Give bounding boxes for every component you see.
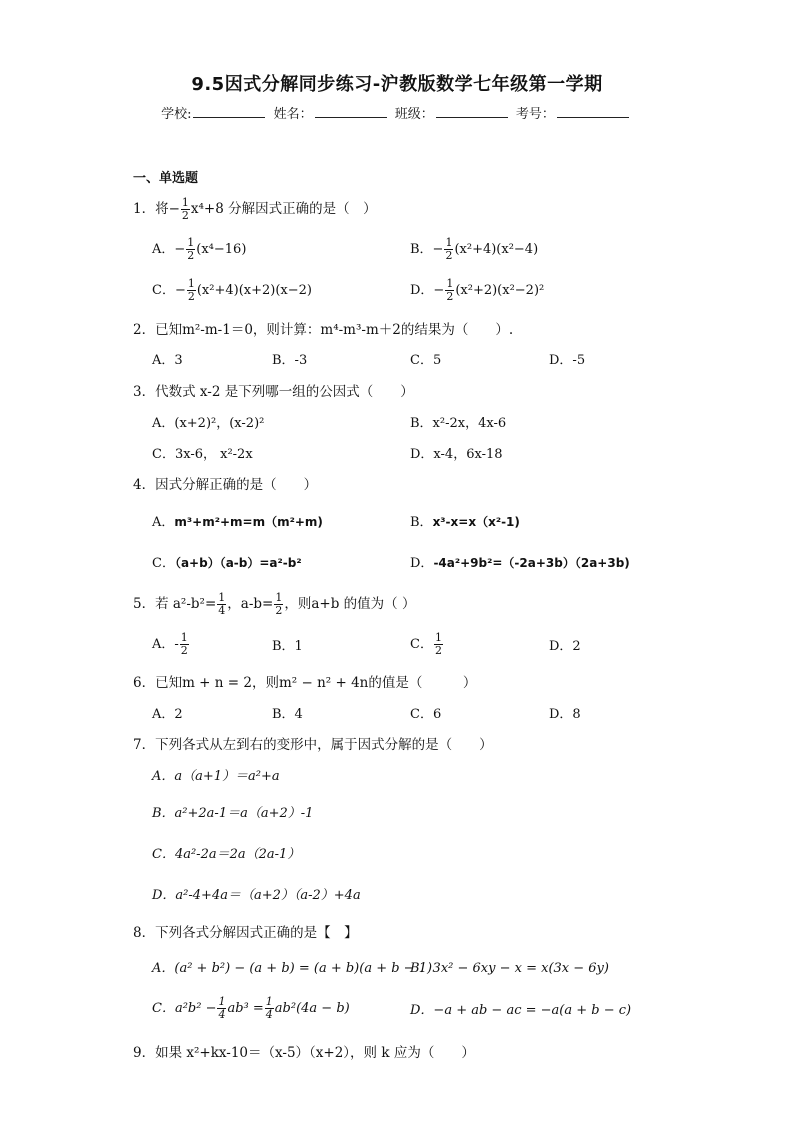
q4-b-text: x³-x=x（x²-1) — [432, 515, 520, 529]
q5-a-frac-den: 2 — [180, 644, 188, 657]
q1-c-frac-num: 1 — [187, 277, 195, 290]
q6-option-b[interactable]: B．4 — [272, 707, 303, 722]
q1-a-pre: A．− — [152, 242, 186, 257]
q5-stem-c: ，则a+b 的值为（ ） — [284, 596, 416, 612]
q6-option-d[interactable]: D．8 — [549, 707, 581, 722]
q1-option-d[interactable] — [410, 278, 544, 303]
q8-option-c[interactable] — [152, 996, 350, 1021]
q4-a-text: m³+m²+m=m（m²+m) — [174, 515, 323, 529]
q2-option-b[interactable]: B．-3 — [272, 353, 308, 368]
q1-d-post: (x²+2)(x²−2)² — [455, 283, 545, 298]
q3-option-a[interactable]: A．(x+2)²，(x-2)² — [152, 416, 265, 431]
q8-c-frac-1 — [217, 996, 226, 1021]
q1-a-frac-den: 2 — [187, 249, 195, 262]
q3-option-c[interactable]: C．3x-6， x²-2x — [152, 447, 253, 462]
q1-a-frac-num: 1 — [187, 236, 195, 249]
q5-c-frac-den: 2 — [434, 644, 442, 657]
school-blank[interactable] — [193, 105, 265, 118]
id-label: 考号： — [515, 107, 555, 122]
student-info-line — [0, 103, 794, 122]
q8-c-frac-1-den: 4 — [218, 1008, 226, 1021]
q5-frac-1-den: 4 — [218, 604, 226, 617]
question-2-stem: 2．已知m²-m-1＝0，则计算：m⁴-m³-m＋2的结果为（ ）. — [133, 322, 514, 338]
q1-c-frac — [187, 278, 196, 303]
q2-option-d[interactable]: D．-5 — [549, 353, 586, 368]
q1-frac-den: 2 — [181, 209, 189, 222]
q8-c-frac-1-num: 1 — [218, 995, 226, 1008]
id-blank[interactable] — [557, 105, 629, 118]
q1-c-pre: C．− — [152, 283, 186, 298]
q5-a-frac-num: 1 — [180, 631, 188, 644]
q8-c-post: ab²(4a − b) — [274, 1001, 350, 1016]
q8-c-frac-2-num: 1 — [265, 995, 273, 1008]
name-label: 姓名： — [273, 107, 313, 122]
q4-c-text: （a+b）（a-b）=a²-b² — [174, 556, 302, 570]
q8-c-mid: ab³ = — [227, 1001, 264, 1016]
q5-c-frac — [434, 632, 443, 657]
q1-a-post: (x⁴−16) — [196, 242, 247, 257]
q5-stem-a: 5．若 a²-b²= — [133, 596, 217, 612]
question-3-stem: 3．代数式 x-2 是下列哪一组的公因式（ ） — [133, 384, 414, 400]
q1-c-frac-den: 2 — [187, 290, 195, 303]
q1-a-frac — [186, 237, 195, 262]
q5-frac-2-num: 1 — [275, 591, 283, 604]
q6-option-a[interactable]: A．2 — [152, 707, 183, 722]
q5-stem-b: ，a-b= — [227, 596, 274, 612]
q6-option-c[interactable]: C．6 — [410, 707, 442, 722]
q1-stem-a: 1．将− — [133, 201, 180, 217]
q4-a-label: A． — [152, 515, 175, 530]
q5-c-frac-num: 1 — [434, 631, 442, 644]
q7-option-d[interactable]: D．a²-4+4a＝（a+2）（a-2）+4a — [152, 888, 361, 903]
q5-frac-1 — [217, 592, 226, 617]
q8-option-d[interactable]: D．−a + ab − ac = −a(a + b − c) — [410, 1003, 632, 1018]
q4-option-c[interactable] — [152, 552, 302, 571]
q5-option-b[interactable]: B．1 — [272, 639, 303, 654]
class-blank[interactable] — [436, 105, 508, 118]
question-7-stem: 7．下列各式从左到右的变形中，属于因式分解的是（ ） — [133, 737, 493, 753]
q1-d-frac — [445, 278, 454, 303]
q8-c-frac-2 — [265, 996, 274, 1021]
q4-option-b[interactable] — [410, 511, 520, 530]
q5-frac-1-num: 1 — [218, 591, 226, 604]
q1-d-pre: D．− — [410, 283, 445, 298]
q5-option-d[interactable]: D．2 — [549, 639, 581, 654]
q3-option-b[interactable]: B．x²-2x，4x-6 — [410, 416, 507, 431]
q5-a-frac — [180, 632, 189, 657]
q4-b-label: B． — [410, 515, 433, 530]
question-9-stem: 9．如果 x²+kx-10＝（x-5）（x+2），则 k 应为（ ） — [133, 1045, 475, 1061]
q7-option-a[interactable]: A．a（a+1）＝a²+a — [152, 769, 280, 784]
q5-frac-2-den: 2 — [275, 604, 283, 617]
q5-frac-2 — [274, 592, 283, 617]
q3-option-d[interactable]: D．x-4，6x-18 — [410, 447, 503, 462]
question-6-stem: 6．已知m + n = 2，则m² − n² + 4n的值是（ ） — [133, 675, 477, 691]
question-4-stem: 4．因式分解正确的是（ ） — [133, 477, 318, 493]
q5-option-c[interactable] — [410, 632, 444, 657]
q5-c-pre: C． — [410, 637, 433, 652]
question-1-stem — [133, 197, 377, 222]
q1-b-post: (x²+4)(x²−4) — [454, 242, 539, 257]
q7-option-b[interactable]: B．a²+2a-1＝a（a+2）-1 — [152, 806, 314, 821]
q5-option-a[interactable] — [152, 632, 190, 657]
q8-c-pre: C．a²b² − — [152, 1001, 217, 1016]
q1-b-frac-den: 2 — [445, 249, 453, 262]
section-title: 一、单选题 — [133, 171, 199, 186]
q8-option-a[interactable]: A．(a² + b²) − (a + b) = (a + b)(a + b − 1) — [152, 961, 433, 976]
question-8-stem: 8．下列各式分解因式正确的是【 】 — [133, 925, 358, 941]
q1-b-frac-num: 1 — [445, 236, 453, 249]
name-blank[interactable] — [315, 105, 387, 118]
q4-d-label: D． — [410, 556, 434, 571]
q1-c-post: (x²+4)(x+2)(x−2) — [196, 283, 312, 298]
q1-b-frac — [444, 237, 453, 262]
q5-a-pre: A．- — [152, 637, 179, 652]
q8-c-frac-2-den: 4 — [265, 1008, 273, 1021]
school-label: 学校: — [161, 107, 192, 122]
q7-option-c[interactable]: C．4a²-2a＝2a（2a-1） — [152, 847, 301, 862]
q1-option-b[interactable] — [410, 237, 538, 262]
q1-stem-b: x⁴+8 分解因式正确的是（ ） — [190, 201, 377, 217]
q4-option-d[interactable] — [410, 552, 630, 571]
class-label: 班级： — [394, 107, 434, 122]
q8-option-b[interactable]: B．3x² − 6xy − x = x(3x − 6y) — [410, 961, 609, 976]
q1-d-frac-den: 2 — [446, 290, 454, 303]
q4-c-label: C． — [152, 556, 175, 571]
q1-d-frac-num: 1 — [446, 277, 454, 290]
q4-option-a[interactable] — [152, 511, 323, 530]
q1-frac-num: 1 — [181, 196, 189, 209]
q1-fraction — [181, 197, 190, 222]
question-5-stem — [133, 592, 415, 617]
q1-option-a[interactable] — [152, 237, 246, 262]
q1-option-c[interactable] — [152, 278, 312, 303]
q1-b-pre: B．− — [410, 242, 444, 257]
q2-option-a[interactable]: A．3 — [152, 353, 183, 368]
page-title: 9.5因式分解同步练习-沪教版数学七年级第一学期 — [191, 74, 603, 95]
q2-option-c[interactable]: C．5 — [410, 353, 442, 368]
q4-d-text: -4a²+9b²=（-2a+3b）（2a+3b) — [433, 556, 630, 570]
